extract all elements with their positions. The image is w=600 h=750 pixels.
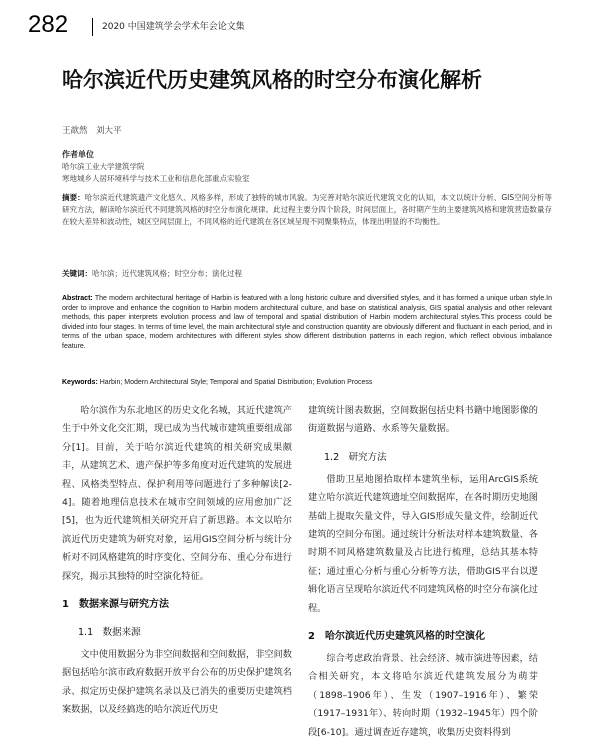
section-2-heading: 2 哈尔滨近代历史建筑风格的时空演化 — [308, 631, 485, 643]
keywords-chinese-text: 哈尔滨；近代建筑风格；时空分布；演化过程 — [92, 269, 242, 278]
section-1-2-heading: 1.2 研究方法 — [324, 451, 387, 463]
affiliation-line: 哈尔滨工业大学建筑学院 — [62, 162, 145, 171]
abstract-english — [62, 294, 552, 352]
intro-paragraph: 哈尔滨作为东北地区的历史文化名城，其近代建筑产生于中外文化交汇期，现已成为当代城市建筑重要组成部分[1]。目前，关于哈尔滨近代建筑的相关研究成果颇丰，从建筑艺术、遗产保护等多角度对近代建筑的发展进程、风格类型特点、保护利用等问题进行了多种解读[2-4]。随着地理信息技术在城市空间领域的应用愈加广泛[5]，也为近代建筑相关研究开启了新思路。本文以哈尔滨近代历史建筑为研究对象，运用GIS空间分析与统计分析对不同风格建筑的时序变化、空间分布、重心分布进行探究，揭示其独特的时空演化特征。 — [62, 405, 292, 582]
affiliation-heading: 作者单位 — [62, 150, 94, 159]
section-1-heading: 1 数据来源与研究方法 — [62, 599, 169, 611]
keywords-chinese — [62, 268, 552, 280]
section-2-paragraph: 综合考虑政治背景、社会经济、城市演进等因素，结合相关研究，本文将哈尔滨近代建筑发展分为萌芽（1898–1906年）、生发（1907–1916年）、繁荣（1917–1931年）、转向时期（1932–1945年）四个阶段[6-10]。通过调查近存建筑，收集历史资料得到 — [308, 653, 538, 738]
keywords-chinese-label: 关键词： — [62, 269, 92, 278]
header-divider — [92, 18, 93, 36]
abstract-chinese — [62, 192, 552, 228]
section-1-1-heading: 1.1 数据来源 — [78, 627, 141, 639]
abstract-chinese-label: 摘要： — [62, 193, 85, 202]
body-column-left — [62, 402, 292, 720]
continuation-paragraph: 建筑统计图表数据，空间数据包括史料书籍中地图影像的街道数据与道路、水系等矢量数据。 — [308, 405, 538, 435]
paper-title: 哈尔滨近代历史建筑风格的时空分布演化解析 — [62, 68, 482, 92]
section-1-1-paragraph: 文中使用数据分为非空间数据和空间数据，非空间数据包括哈尔滨市政府数据开放平台公布的历史保护建筑名录、拟定历史保护建筑名录以及已消失的重要历史建筑档案数据，以及经搞选的哈尔滨近代历史 — [62, 649, 292, 716]
paper-authors: 王歆然 刘大平 — [62, 126, 122, 136]
section-1-2-paragraph: 借助卫星地图拾取样本建筑坐标，运用ArcGIS系统建立哈尔滨近代建筑遗址空间数据库，在各时期历史地图基础上提取矢量文件，导入GIS形成矢量文件，绘制近代建筑的空间分布图。通过统计分析法对样本建筑数量、各时期不同风格建筑数量及占比进行梳理，总结其基本特征；通过重心分析与重心分析等方法，借助GIS平台以逻辑化语言呈现哈尔滨近代不同建筑风格的时空分布演化过程。 — [308, 473, 538, 614]
affiliation-line: 寒地城乡人居环境科学与技术工业和信息化部重点实验室 — [62, 174, 250, 183]
keywords-english — [62, 378, 552, 388]
abstract-chinese-text: 哈尔滨近代建筑遗产文化悠久、风格多样，形成了独特的城市风貌。为完善对哈尔滨近代建筑文化的认知，本文以统计分析、GIS空间分析等研究方法，解读哈尔滨近代不同建筑风格的时空分布演化规律。此过程主要分四个阶段，时间层面上，各时期产生的主要建筑风格和建筑营造数量存在较大差异和波动性，城区空间层面上，不同风格的近代建筑在各区域呈现不同聚集特点，体现出明显的不均衡性。 — [62, 193, 553, 226]
abstract-english-text: The modern architectural heritage of Harbin is featured with a long historic culture and diversified styles, and it has formed a unique urban style.In order to improve and enhance the cognition to Harbin modern architectural culture, and base on statistical analysis, GIS spatial analysis and other relevant methods, this paper interprets evolution process and law of temporal and spatial distribution of Harbin modern architectural styles.This process could be divided into four stages. In terms of time level, the main architectural style and construction quantity are obviously different and fluctuant in each period, and in terms of the urban space, modern architectures with different styles show different distribution patterns in each region, which reflect obvious imbalance feature. — [62, 295, 552, 350]
keywords-english-text: Harbin; Modern Architectural Style; Temporal and Spatial Distribution; Evolution Process — [99, 379, 373, 386]
page-header — [28, 10, 588, 44]
publication-title: 2020 中国建筑学会学术年会论文集 — [102, 22, 245, 32]
page-number: 282 — [28, 11, 69, 38]
keywords-english-label: Keywords: — [62, 379, 98, 386]
body-column-right — [308, 402, 538, 742]
abstract-english-label: Abstract: — [62, 295, 93, 302]
